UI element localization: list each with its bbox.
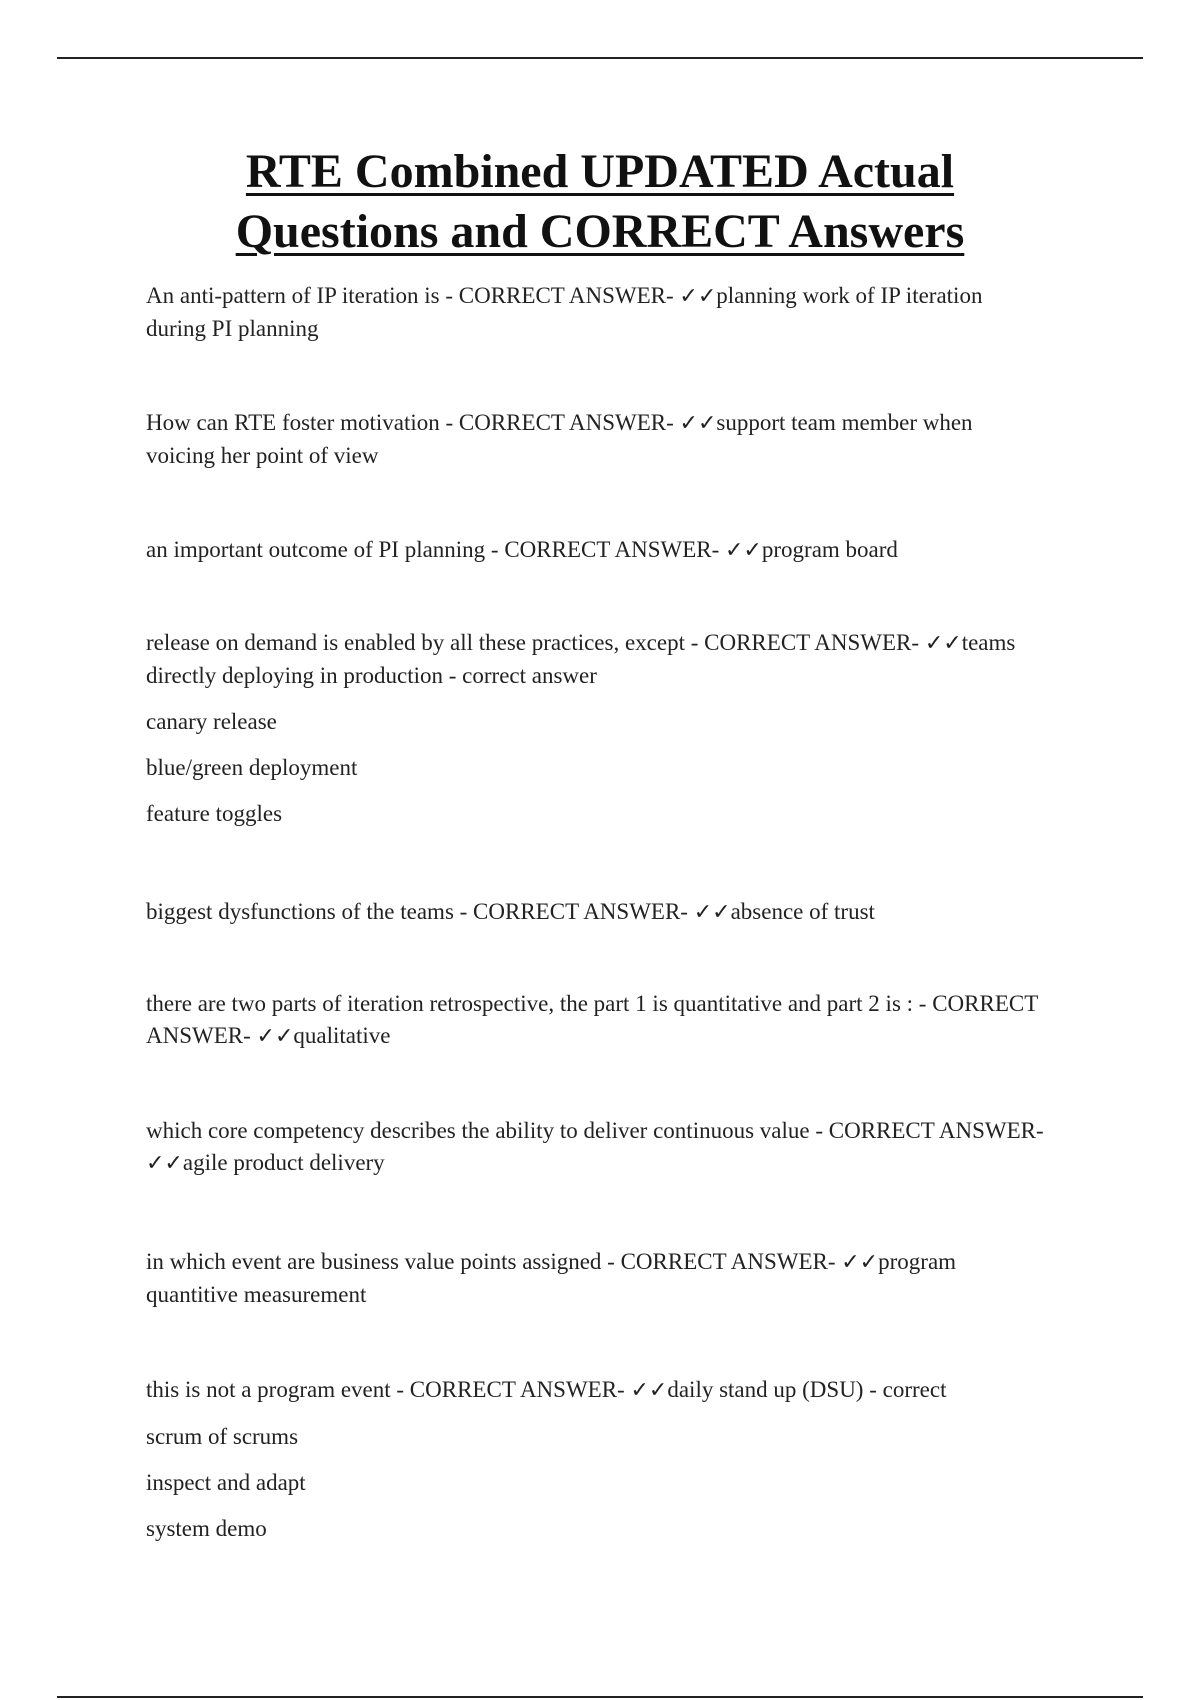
- qa-text: [146, 1115, 1046, 1180]
- qa-text: [146, 407, 1046, 472]
- check-marks-icon: ✓✓: [841, 1250, 879, 1275]
- answer-text: absence of trust: [730, 899, 875, 924]
- answer-text: agile product delivery: [182, 1150, 385, 1175]
- qa-text: [146, 1374, 1046, 1407]
- qa-item: [146, 1374, 1046, 1545]
- answer-text: daily stand up (DSU) - correct: [667, 1377, 947, 1402]
- option-item: canary release: [146, 709, 277, 734]
- answer-text: support team member when voicing her point of view: [146, 410, 973, 468]
- qa-item: [146, 627, 1046, 830]
- qa-item: [146, 896, 1046, 929]
- qa-text: [146, 896, 1046, 929]
- qa-item: [146, 280, 1046, 345]
- check-marks-icon: ✓✓: [256, 1024, 294, 1049]
- qa-text: [146, 627, 1046, 692]
- question-text: which core competency describes the ability to deliver continuous value - CORRECT ANSWER-: [146, 1118, 1044, 1143]
- check-marks-icon: ✓✓: [679, 284, 717, 309]
- check-marks-icon: ✓✓: [924, 631, 962, 656]
- check-marks-icon: ✓✓: [679, 411, 717, 436]
- option-item: blue/green deployment: [146, 755, 358, 780]
- check-marks-icon: ✓✓: [725, 538, 762, 563]
- question-text: there are two parts of iteration retrospective, the part 1 is quantitative and part 2 is : - CORRECT ANSWER-: [146, 991, 1038, 1048]
- question-text: An anti-pattern of IP iteration is - CORRECT ANSWER-: [146, 283, 680, 308]
- document-title: [100, 142, 1100, 262]
- bottom-rule: [57, 1696, 1143, 1698]
- option-item: system demo: [146, 1516, 267, 1541]
- qa-item: [146, 1246, 1046, 1311]
- check-marks-icon: ✓✓: [693, 900, 731, 925]
- qa-item: [146, 407, 1046, 472]
- qa-text: [146, 534, 1046, 567]
- title-line-1: RTE Combined UPDATED Actual: [245, 145, 955, 198]
- option-item: scrum of scrums: [146, 1424, 299, 1449]
- qa-item: [146, 1115, 1046, 1180]
- check-marks-icon: ✓✓: [146, 1151, 183, 1176]
- answer-text: planning work of IP iteration during PI planning: [146, 283, 983, 341]
- question-text: in which event are business value points assigned - CORRECT ANSWER-: [146, 1249, 842, 1274]
- qa-item: [146, 988, 1046, 1053]
- option-item: inspect and adapt: [146, 1470, 306, 1495]
- check-marks-icon: ✓✓: [630, 1378, 668, 1403]
- qa-item: [146, 534, 1046, 567]
- answer-text: program quantitive measurement: [146, 1249, 957, 1307]
- option-item: feature toggles: [146, 801, 283, 826]
- question-text: How can RTE foster motivation - CORRECT ANSWER-: [146, 410, 680, 435]
- question-text: this is not a program event - CORRECT ANSWER-: [146, 1377, 631, 1402]
- qa-text: [146, 280, 1046, 345]
- answer-text: teams directly deploying in production - correct answer: [146, 630, 1016, 688]
- answer-text: qualitative: [293, 1023, 391, 1048]
- top-rule: [57, 57, 1143, 59]
- qa-text: [146, 988, 1046, 1053]
- answer-text: program board: [761, 537, 898, 562]
- title-line-2: Questions and CORRECT Answers: [235, 205, 965, 258]
- qa-text: [146, 1246, 1046, 1311]
- question-text: release on demand is enabled by all these practices, except - CORRECT ANSWER-: [146, 630, 925, 655]
- question-text: biggest dysfunctions of the teams - CORRECT ANSWER-: [146, 899, 694, 924]
- question-text: an important outcome of PI planning - CORRECT ANSWER-: [146, 537, 725, 562]
